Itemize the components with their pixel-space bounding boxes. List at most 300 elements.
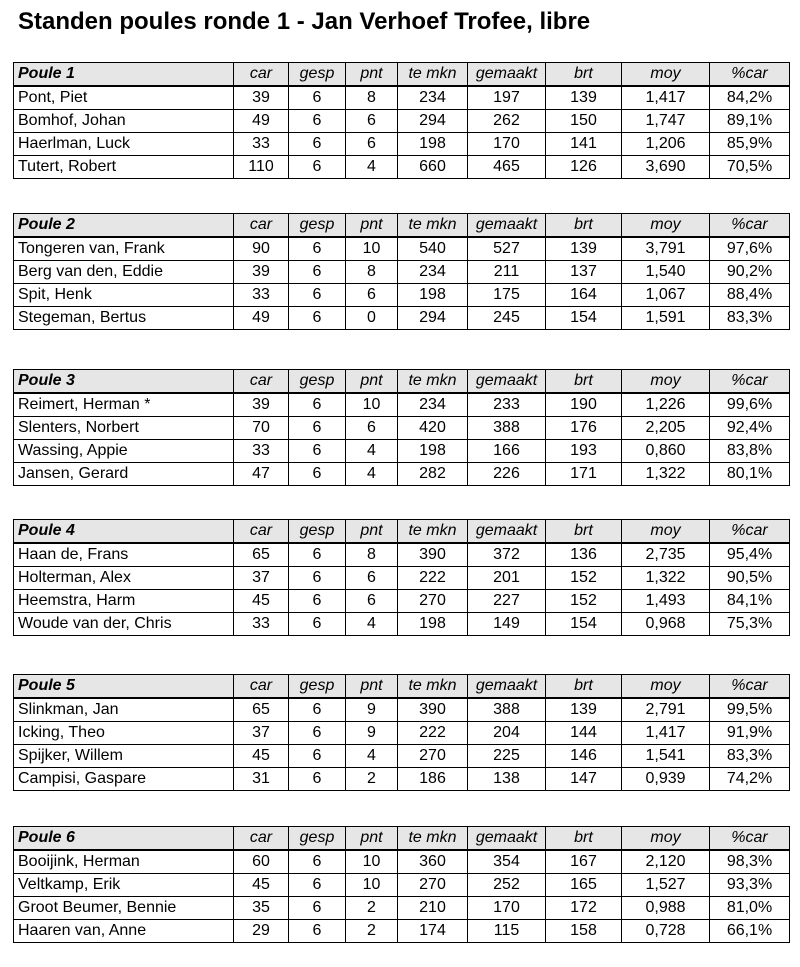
cell-te-mkn: 282 xyxy=(398,463,468,486)
cell-pnt: 4 xyxy=(346,463,398,486)
cell-player-name: Groot Beumer, Bennie xyxy=(14,897,234,920)
cell-moy: 2,205 xyxy=(622,417,710,440)
table-row xyxy=(14,417,790,440)
cell-pnt: 6 xyxy=(346,133,398,156)
table-row xyxy=(14,698,790,722)
poule-name: Poule 1 xyxy=(14,63,234,87)
cell-pct-car: 66,1% xyxy=(710,920,790,943)
cell-gesp: 6 xyxy=(289,920,346,943)
column-header-gemaakt: gemaakt xyxy=(468,63,546,87)
cell-player-name: Holterman, Alex xyxy=(14,567,234,590)
cell-gemaakt: 262 xyxy=(468,110,546,133)
table-row xyxy=(14,237,790,261)
cell-brt: 137 xyxy=(546,261,622,284)
table-header-row xyxy=(14,675,790,699)
poule-table xyxy=(13,369,790,486)
page-title: Standen poules ronde 1 - Jan Verhoef Trofee, libre xyxy=(18,8,591,35)
cell-moy: 2,735 xyxy=(622,543,710,567)
cell-gemaakt: 170 xyxy=(468,133,546,156)
cell-gesp: 6 xyxy=(289,768,346,791)
cell-te-mkn: 420 xyxy=(398,417,468,440)
cell-car: 39 xyxy=(234,86,289,110)
cell-pnt: 4 xyxy=(346,613,398,636)
table-row xyxy=(14,920,790,943)
cell-te-mkn: 234 xyxy=(398,393,468,417)
cell-player-name: Booijink, Herman xyxy=(14,850,234,874)
cell-te-mkn: 198 xyxy=(398,133,468,156)
cell-player-name: Spit, Henk xyxy=(14,284,234,307)
cell-pnt: 8 xyxy=(346,543,398,567)
cell-pnt: 8 xyxy=(346,261,398,284)
cell-gemaakt: 175 xyxy=(468,284,546,307)
cell-brt: 126 xyxy=(546,156,622,179)
table-row xyxy=(14,897,790,920)
cell-car: 37 xyxy=(234,567,289,590)
cell-player-name: Haerlman, Luck xyxy=(14,133,234,156)
cell-gesp: 6 xyxy=(289,440,346,463)
cell-pnt: 4 xyxy=(346,440,398,463)
column-header-car: car xyxy=(234,214,289,238)
cell-car: 33 xyxy=(234,613,289,636)
column-header-gesp: gesp xyxy=(289,520,346,544)
cell-pnt: 6 xyxy=(346,110,398,133)
cell-brt: 190 xyxy=(546,393,622,417)
cell-gemaakt: 233 xyxy=(468,393,546,417)
column-header-te-mkn: te mkn xyxy=(398,675,468,699)
column-header-gemaakt: gemaakt xyxy=(468,370,546,394)
cell-gesp: 6 xyxy=(289,897,346,920)
cell-moy: 1,322 xyxy=(622,463,710,486)
cell-car: 45 xyxy=(234,874,289,897)
cell-moy: 0,939 xyxy=(622,768,710,791)
table-row xyxy=(14,133,790,156)
cell-car: 39 xyxy=(234,261,289,284)
cell-player-name: Woude van der, Chris xyxy=(14,613,234,636)
column-header-te-mkn: te mkn xyxy=(398,827,468,851)
cell-brt: 136 xyxy=(546,543,622,567)
cell-pct-car: 83,8% xyxy=(710,440,790,463)
cell-gemaakt: 465 xyxy=(468,156,546,179)
column-header-gemaakt: gemaakt xyxy=(468,214,546,238)
column-header-pnt: pnt xyxy=(346,520,398,544)
cell-pct-car: 97,6% xyxy=(710,237,790,261)
cell-gesp: 6 xyxy=(289,133,346,156)
poule-name: Poule 4 xyxy=(14,520,234,544)
table-row xyxy=(14,745,790,768)
cell-pct-car: 75,3% xyxy=(710,613,790,636)
cell-player-name: Haaren van, Anne xyxy=(14,920,234,943)
cell-moy: 1,493 xyxy=(622,590,710,613)
cell-player-name: Bomhof, Johan xyxy=(14,110,234,133)
cell-pct-car: 99,6% xyxy=(710,393,790,417)
column-header-car: car xyxy=(234,370,289,394)
column-header-gesp: gesp xyxy=(289,370,346,394)
column-header-te-mkn: te mkn xyxy=(398,63,468,87)
cell-pct-car: 85,9% xyxy=(710,133,790,156)
cell-player-name: Icking, Theo xyxy=(14,722,234,745)
cell-pct-car: 88,4% xyxy=(710,284,790,307)
table-row xyxy=(14,463,790,486)
cell-player-name: Pont, Piet xyxy=(14,86,234,110)
cell-player-name: Tutert, Robert xyxy=(14,156,234,179)
cell-pnt: 0 xyxy=(346,307,398,330)
column-header-brt: brt xyxy=(546,827,622,851)
cell-gemaakt: 211 xyxy=(468,261,546,284)
cell-car: 33 xyxy=(234,284,289,307)
poule-name: Poule 2 xyxy=(14,214,234,238)
column-header-gemaakt: gemaakt xyxy=(468,520,546,544)
cell-car: 65 xyxy=(234,698,289,722)
table-row xyxy=(14,874,790,897)
cell-te-mkn: 270 xyxy=(398,745,468,768)
column-header-brt: brt xyxy=(546,675,622,699)
cell-brt: 164 xyxy=(546,284,622,307)
column-header-moy: moy xyxy=(622,827,710,851)
cell-gesp: 6 xyxy=(289,722,346,745)
cell-pnt: 6 xyxy=(346,284,398,307)
table-row xyxy=(14,284,790,307)
cell-brt: 171 xyxy=(546,463,622,486)
cell-player-name: Tongeren van, Frank xyxy=(14,237,234,261)
cell-moy: 1,541 xyxy=(622,745,710,768)
poule-table xyxy=(13,674,790,791)
cell-car: 31 xyxy=(234,768,289,791)
cell-te-mkn: 198 xyxy=(398,440,468,463)
poule-table xyxy=(13,62,790,179)
cell-gesp: 6 xyxy=(289,110,346,133)
table-header-row xyxy=(14,214,790,238)
cell-pct-car: 89,1% xyxy=(710,110,790,133)
cell-gesp: 6 xyxy=(289,874,346,897)
cell-brt: 147 xyxy=(546,768,622,791)
cell-pct-car: 84,1% xyxy=(710,590,790,613)
cell-pnt: 2 xyxy=(346,768,398,791)
cell-gesp: 6 xyxy=(289,86,346,110)
cell-moy: 1,540 xyxy=(622,261,710,284)
cell-pnt: 9 xyxy=(346,722,398,745)
cell-gemaakt: 138 xyxy=(468,768,546,791)
cell-te-mkn: 360 xyxy=(398,850,468,874)
cell-moy: 2,120 xyxy=(622,850,710,874)
table-header-row xyxy=(14,63,790,87)
cell-te-mkn: 186 xyxy=(398,768,468,791)
cell-pnt: 6 xyxy=(346,417,398,440)
cell-te-mkn: 174 xyxy=(398,920,468,943)
cell-te-mkn: 210 xyxy=(398,897,468,920)
cell-brt: 154 xyxy=(546,613,622,636)
column-header-car: car xyxy=(234,675,289,699)
table-row xyxy=(14,156,790,179)
cell-pct-car: 99,5% xyxy=(710,698,790,722)
cell-gemaakt: 115 xyxy=(468,920,546,943)
cell-moy: 2,791 xyxy=(622,698,710,722)
cell-player-name: Berg van den, Eddie xyxy=(14,261,234,284)
cell-brt: 139 xyxy=(546,237,622,261)
cell-te-mkn: 222 xyxy=(398,567,468,590)
table-row xyxy=(14,768,790,791)
cell-player-name: Campisi, Gaspare xyxy=(14,768,234,791)
cell-te-mkn: 270 xyxy=(398,874,468,897)
cell-brt: 193 xyxy=(546,440,622,463)
cell-car: 60 xyxy=(234,850,289,874)
cell-gemaakt: 149 xyxy=(468,613,546,636)
cell-te-mkn: 198 xyxy=(398,284,468,307)
cell-car: 33 xyxy=(234,440,289,463)
cell-gesp: 6 xyxy=(289,237,346,261)
column-header-te-mkn: te mkn xyxy=(398,520,468,544)
cell-car: 33 xyxy=(234,133,289,156)
cell-pct-car: 93,3% xyxy=(710,874,790,897)
cell-car: 110 xyxy=(234,156,289,179)
cell-te-mkn: 234 xyxy=(398,261,468,284)
cell-car: 39 xyxy=(234,393,289,417)
cell-gemaakt: 201 xyxy=(468,567,546,590)
cell-player-name: Stegeman, Bertus xyxy=(14,307,234,330)
cell-gesp: 6 xyxy=(289,567,346,590)
cell-te-mkn: 294 xyxy=(398,110,468,133)
cell-pct-car: 83,3% xyxy=(710,745,790,768)
cell-car: 70 xyxy=(234,417,289,440)
cell-brt: 146 xyxy=(546,745,622,768)
cell-moy: 1,747 xyxy=(622,110,710,133)
cell-player-name: Spijker, Willem xyxy=(14,745,234,768)
poule-name: Poule 6 xyxy=(14,827,234,851)
cell-car: 45 xyxy=(234,590,289,613)
cell-pnt: 4 xyxy=(346,156,398,179)
column-header-pct-car: %car xyxy=(710,520,790,544)
column-header-car: car xyxy=(234,827,289,851)
cell-gemaakt: 388 xyxy=(468,417,546,440)
cell-gemaakt: 388 xyxy=(468,698,546,722)
cell-pct-car: 74,2% xyxy=(710,768,790,791)
column-header-pct-car: %car xyxy=(710,214,790,238)
cell-moy: 1,206 xyxy=(622,133,710,156)
cell-pct-car: 98,3% xyxy=(710,850,790,874)
cell-pnt: 2 xyxy=(346,897,398,920)
cell-moy: 1,527 xyxy=(622,874,710,897)
cell-gesp: 6 xyxy=(289,417,346,440)
cell-pct-car: 90,5% xyxy=(710,567,790,590)
column-header-gesp: gesp xyxy=(289,214,346,238)
cell-pnt: 6 xyxy=(346,567,398,590)
cell-car: 65 xyxy=(234,543,289,567)
table-row xyxy=(14,567,790,590)
column-header-brt: brt xyxy=(546,214,622,238)
cell-pct-car: 83,3% xyxy=(710,307,790,330)
cell-gesp: 6 xyxy=(289,613,346,636)
column-header-gemaakt: gemaakt xyxy=(468,675,546,699)
cell-pnt: 9 xyxy=(346,698,398,722)
column-header-pnt: pnt xyxy=(346,370,398,394)
cell-te-mkn: 390 xyxy=(398,698,468,722)
cell-pct-car: 80,1% xyxy=(710,463,790,486)
cell-gesp: 6 xyxy=(289,698,346,722)
cell-gesp: 6 xyxy=(289,850,346,874)
cell-gemaakt: 226 xyxy=(468,463,546,486)
cell-pct-car: 81,0% xyxy=(710,897,790,920)
cell-car: 35 xyxy=(234,897,289,920)
cell-moy: 0,968 xyxy=(622,613,710,636)
cell-pct-car: 90,2% xyxy=(710,261,790,284)
cell-gemaakt: 372 xyxy=(468,543,546,567)
cell-pnt: 8 xyxy=(346,86,398,110)
cell-gemaakt: 527 xyxy=(468,237,546,261)
cell-pnt: 4 xyxy=(346,745,398,768)
column-header-pct-car: %car xyxy=(710,675,790,699)
cell-pct-car: 70,5% xyxy=(710,156,790,179)
table-row xyxy=(14,722,790,745)
column-header-pct-car: %car xyxy=(710,370,790,394)
cell-gemaakt: 354 xyxy=(468,850,546,874)
cell-gemaakt: 166 xyxy=(468,440,546,463)
cell-player-name: Haan de, Frans xyxy=(14,543,234,567)
poule-name: Poule 3 xyxy=(14,370,234,394)
column-header-gemaakt: gemaakt xyxy=(468,827,546,851)
cell-car: 47 xyxy=(234,463,289,486)
cell-brt: 152 xyxy=(546,590,622,613)
column-header-pnt: pnt xyxy=(346,827,398,851)
column-header-moy: moy xyxy=(622,370,710,394)
table-header-row xyxy=(14,827,790,851)
column-header-gesp: gesp xyxy=(289,827,346,851)
table-row xyxy=(14,850,790,874)
cell-pnt: 10 xyxy=(346,850,398,874)
cell-te-mkn: 270 xyxy=(398,590,468,613)
cell-pct-car: 92,4% xyxy=(710,417,790,440)
cell-te-mkn: 540 xyxy=(398,237,468,261)
cell-player-name: Slenters, Norbert xyxy=(14,417,234,440)
cell-car: 29 xyxy=(234,920,289,943)
cell-gesp: 6 xyxy=(289,745,346,768)
cell-gemaakt: 225 xyxy=(468,745,546,768)
cell-moy: 0,728 xyxy=(622,920,710,943)
table-row xyxy=(14,393,790,417)
cell-gesp: 6 xyxy=(289,393,346,417)
column-header-car: car xyxy=(234,520,289,544)
cell-moy: 0,860 xyxy=(622,440,710,463)
cell-moy: 1,591 xyxy=(622,307,710,330)
column-header-moy: moy xyxy=(622,675,710,699)
cell-brt: 144 xyxy=(546,722,622,745)
cell-pnt: 10 xyxy=(346,874,398,897)
cell-moy: 0,988 xyxy=(622,897,710,920)
table-row xyxy=(14,307,790,330)
cell-gesp: 6 xyxy=(289,543,346,567)
column-header-pnt: pnt xyxy=(346,63,398,87)
cell-te-mkn: 222 xyxy=(398,722,468,745)
column-header-brt: brt xyxy=(546,63,622,87)
cell-gemaakt: 197 xyxy=(468,86,546,110)
cell-pnt: 6 xyxy=(346,590,398,613)
cell-brt: 172 xyxy=(546,897,622,920)
cell-player-name: Veltkamp, Erik xyxy=(14,874,234,897)
cell-gesp: 6 xyxy=(289,590,346,613)
table-header-row xyxy=(14,370,790,394)
cell-te-mkn: 390 xyxy=(398,543,468,567)
table-row xyxy=(14,110,790,133)
cell-player-name: Wassing, Appie xyxy=(14,440,234,463)
column-header-pct-car: %car xyxy=(710,827,790,851)
cell-gesp: 6 xyxy=(289,156,346,179)
cell-moy: 3,791 xyxy=(622,237,710,261)
column-header-car: car xyxy=(234,63,289,87)
cell-pnt: 2 xyxy=(346,920,398,943)
cell-te-mkn: 660 xyxy=(398,156,468,179)
cell-brt: 141 xyxy=(546,133,622,156)
cell-te-mkn: 198 xyxy=(398,613,468,636)
table-row xyxy=(14,440,790,463)
cell-moy: 3,690 xyxy=(622,156,710,179)
cell-gemaakt: 252 xyxy=(468,874,546,897)
cell-car: 45 xyxy=(234,745,289,768)
cell-moy: 1,417 xyxy=(622,86,710,110)
poule-table xyxy=(13,826,790,943)
table-row xyxy=(14,590,790,613)
column-header-gesp: gesp xyxy=(289,63,346,87)
column-header-moy: moy xyxy=(622,520,710,544)
cell-brt: 150 xyxy=(546,110,622,133)
column-header-te-mkn: te mkn xyxy=(398,214,468,238)
cell-car: 49 xyxy=(234,110,289,133)
cell-pct-car: 84,2% xyxy=(710,86,790,110)
cell-brt: 139 xyxy=(546,698,622,722)
table-header-row xyxy=(14,520,790,544)
cell-te-mkn: 234 xyxy=(398,86,468,110)
column-header-moy: moy xyxy=(622,214,710,238)
cell-brt: 154 xyxy=(546,307,622,330)
column-header-te-mkn: te mkn xyxy=(398,370,468,394)
table-row xyxy=(14,613,790,636)
cell-pnt: 10 xyxy=(346,237,398,261)
cell-player-name: Jansen, Gerard xyxy=(14,463,234,486)
cell-gemaakt: 204 xyxy=(468,722,546,745)
cell-gesp: 6 xyxy=(289,284,346,307)
column-header-moy: moy xyxy=(622,63,710,87)
cell-te-mkn: 294 xyxy=(398,307,468,330)
cell-gesp: 6 xyxy=(289,307,346,330)
cell-player-name: Reimert, Herman * xyxy=(14,393,234,417)
cell-brt: 167 xyxy=(546,850,622,874)
poule-table xyxy=(13,213,790,330)
cell-brt: 139 xyxy=(546,86,622,110)
cell-gemaakt: 227 xyxy=(468,590,546,613)
cell-pct-car: 91,9% xyxy=(710,722,790,745)
poule-table xyxy=(13,519,790,636)
cell-brt: 158 xyxy=(546,920,622,943)
column-header-pnt: pnt xyxy=(346,675,398,699)
cell-moy: 1,226 xyxy=(622,393,710,417)
cell-gemaakt: 245 xyxy=(468,307,546,330)
cell-moy: 1,417 xyxy=(622,722,710,745)
table-row xyxy=(14,543,790,567)
column-header-pnt: pnt xyxy=(346,214,398,238)
table-row xyxy=(14,261,790,284)
table-row xyxy=(14,86,790,110)
cell-moy: 1,322 xyxy=(622,567,710,590)
cell-gesp: 6 xyxy=(289,463,346,486)
cell-pnt: 10 xyxy=(346,393,398,417)
cell-brt: 176 xyxy=(546,417,622,440)
column-header-brt: brt xyxy=(546,370,622,394)
cell-brt: 152 xyxy=(546,567,622,590)
cell-car: 90 xyxy=(234,237,289,261)
cell-gesp: 6 xyxy=(289,261,346,284)
cell-car: 49 xyxy=(234,307,289,330)
cell-moy: 1,067 xyxy=(622,284,710,307)
cell-brt: 165 xyxy=(546,874,622,897)
cell-player-name: Slinkman, Jan xyxy=(14,698,234,722)
cell-car: 37 xyxy=(234,722,289,745)
